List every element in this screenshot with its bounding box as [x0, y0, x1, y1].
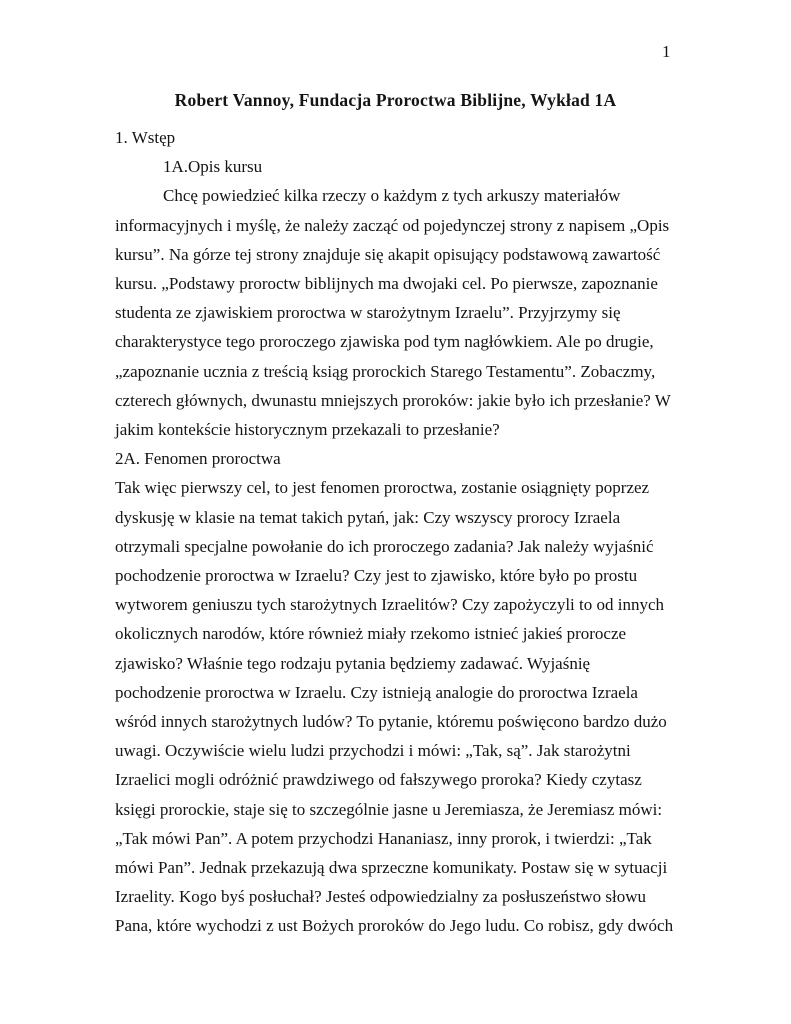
- text-line: Pana, które wychodzi z ust Bożych proroków do Jego ludu. Co robisz, gdy dwóch: [115, 916, 674, 936]
- text-line: 1. Wstęp: [115, 128, 176, 147]
- text-line: Izraelici mogli odróżnić prawdziwego od fałszywego proroka? Kiedy czytasz: [115, 770, 642, 790]
- text-line: jakim kontekście historycznym przekazali to przesłanie?: [115, 420, 500, 440]
- text-line: 2A. Fenomen proroctwa: [115, 449, 281, 469]
- text-line: dyskusję w klasie na temat takich pytań, jak: Czy wszyscy prorocy Izraela: [115, 507, 621, 527]
- text-line: wśród innych starożytnych ludów? To pytanie, któremu poświęcono bardzo dużo: [115, 712, 667, 732]
- text-line: mówi Pan”. Jednak przekazują dwa sprzeczne komunikaty. Postaw się w sytuacji: [115, 858, 668, 878]
- text-line: informacyjnych i myślę, że należy zacząć od pojedynczej strony z napisem „Opis: [115, 215, 670, 235]
- text-line: Tak więc pierwszy cel, to jest fenomen proroctwa, zostanie osiągnięty poprzez: [115, 478, 650, 498]
- text-line: otrzymali specjalne powołanie do ich proroczego zadania? Jak należy wyjaśnić: [115, 536, 654, 556]
- text-line: uwagi. Oczywiście wielu ludzi przychodzi i mówi: „Tak, są”. Jak starożytni: [115, 741, 631, 761]
- text-line: kursu”. Na górze tej strony znajduje się akapit opisujący podstawową zawartość: [115, 244, 661, 264]
- text-line: pochodzenie proroctwa w Izraelu? Czy jest to zjawisko, które było po prostu: [115, 566, 638, 586]
- text-line: charakterystyce tego proroczego zjawiska pod tym nagłówkiem. Ale po drugie,: [115, 332, 654, 352]
- text-line: studenta ze zjawiskiem proroctwa w starożytnym Izraelu”. Przyjrzymy się: [115, 303, 621, 323]
- text-line: Chcę powiedzieć kilka rzeczy o każdym z tych arkuszy materiałów: [163, 186, 621, 206]
- text-line: 1A.Opis kursu: [163, 157, 263, 177]
- text-line: okolicznych narodów, które również miały rzekomo istnieć jakieś prorocze: [115, 624, 627, 644]
- page-number: 1: [662, 42, 671, 61]
- text-line: „Tak mówi Pan”. A potem przychodzi Hananiasz, inny prorok, i twierdzi: „Tak: [115, 828, 652, 848]
- document-title: Robert Vannoy, Fundacja Proroctwa Biblijne, Wykład 1A: [174, 90, 617, 110]
- text-line: Izraelity. Kogo byś posłuchał? Jesteś odpowiedzialny za posłuszeństwo słowu: [115, 887, 646, 907]
- text-line: wytworem geniuszu tych starożytnych Izraelitów? Czy zapożyczyli to od innych: [115, 595, 665, 615]
- text-line: księgi prorockie, staje się to szczególnie jasne u Jeremiasza, że Jeremiasz mówi:: [115, 799, 663, 819]
- text-line: zjawisko? Właśnie tego rodzaju pytania będziemy zadawać. Wyjaśnię: [115, 653, 591, 673]
- text-line: kursu. „Podstawy proroctw biblijnych ma dwojaki cel. Po pierwsze, zapoznanie: [115, 274, 658, 294]
- text-line: „zapoznanie ucznia z treścią ksiąg prorockich Starego Testamentu”. Zobaczmy,: [115, 361, 656, 381]
- text-line: pochodzenie proroctwa w Izraelu. Czy istnieją analogie do proroctwa Izraela: [115, 682, 638, 702]
- document-body: [115, 123, 695, 941]
- text-line: czterech głównych, dwunastu mniejszych proroków: jakie było ich przesłanie? W: [115, 390, 671, 410]
